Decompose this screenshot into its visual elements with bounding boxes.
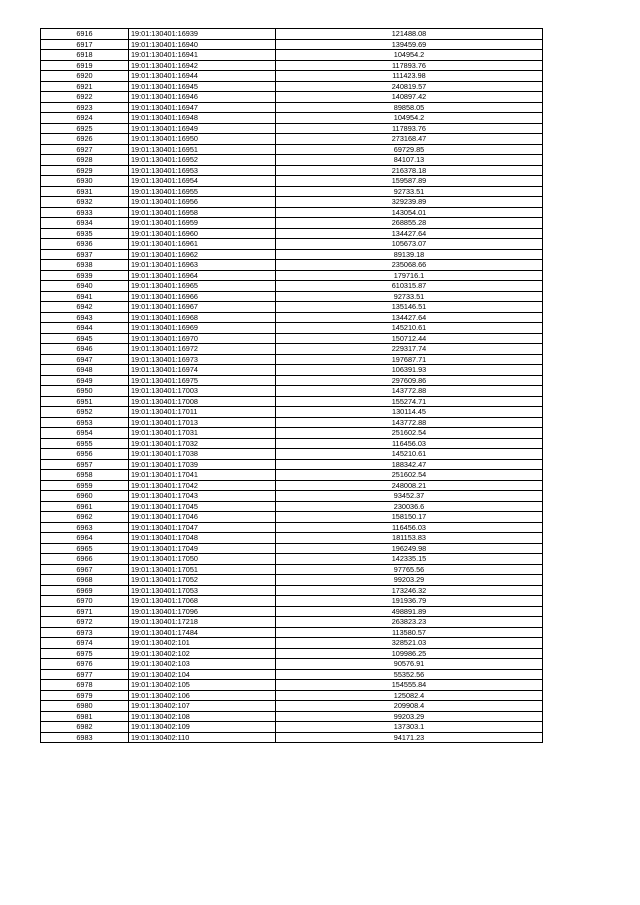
table-row (41, 669, 543, 680)
row-number-cell: 6941 (41, 291, 129, 302)
cadastral-value-cell: 92733.51 (276, 186, 543, 197)
cadastral-value-cell: 105673.07 (276, 239, 543, 250)
row-number-cell: 6929 (41, 165, 129, 176)
cadastral-value-cell: 104954.2 (276, 113, 543, 124)
cadastral-value-cell: 69729.85 (276, 144, 543, 155)
table-row (41, 648, 543, 659)
cadastral-number-cell: 19:01:130402:102 (129, 648, 276, 659)
table-row (41, 680, 543, 691)
table-row (41, 186, 543, 197)
row-number-cell: 6919 (41, 60, 129, 71)
cadastral-value-cell: 55352.56 (276, 669, 543, 680)
row-number-cell: 6978 (41, 680, 129, 691)
table-row (41, 533, 543, 544)
cadastral-number-cell: 19:01:130401:16939 (129, 29, 276, 40)
cadastral-value-cell: 251602.54 (276, 470, 543, 481)
row-number-cell: 6922 (41, 92, 129, 103)
table-row (41, 260, 543, 271)
cadastral-number-cell: 19:01:130401:16961 (129, 239, 276, 250)
table-row (41, 270, 543, 281)
cadastral-number-cell: 19:01:130401:16947 (129, 102, 276, 113)
cadastral-number-cell: 19:01:130402:104 (129, 669, 276, 680)
cadastral-value-cell: 134427.64 (276, 312, 543, 323)
row-number-cell: 6935 (41, 228, 129, 239)
cadastral-value-cell: 191936.79 (276, 596, 543, 607)
row-number-cell: 6923 (41, 102, 129, 113)
cadastral-value-cell: 158150.17 (276, 512, 543, 523)
cadastral-value-cell: 154555.84 (276, 680, 543, 691)
row-number-cell: 6957 (41, 459, 129, 470)
cadastral-value-cell: 230036.6 (276, 501, 543, 512)
cadastral-number-cell: 19:01:130402:103 (129, 659, 276, 670)
cadastral-number-cell: 19:01:130402:107 (129, 701, 276, 712)
table-row (41, 407, 543, 418)
table-row (41, 71, 543, 82)
table-row (41, 638, 543, 649)
table-body (41, 29, 543, 743)
cadastral-value-cell: 268855.28 (276, 218, 543, 229)
table-row (41, 249, 543, 260)
row-number-cell: 6951 (41, 396, 129, 407)
cadastral-number-cell: 19:01:130401:16966 (129, 291, 276, 302)
row-number-cell: 6945 (41, 333, 129, 344)
row-number-cell: 6974 (41, 638, 129, 649)
table-row (41, 732, 543, 743)
row-number-cell: 6960 (41, 491, 129, 502)
cadastral-number-cell: 19:01:130401:16945 (129, 81, 276, 92)
row-number-cell: 6956 (41, 449, 129, 460)
cadastral-number-cell: 19:01:130401:16964 (129, 270, 276, 281)
cadastral-value-cell: 179716.1 (276, 270, 543, 281)
cadastral-value-cell: 297609.86 (276, 375, 543, 386)
row-number-cell: 6938 (41, 260, 129, 271)
row-number-cell: 6968 (41, 575, 129, 586)
cadastral-value-cell: 328521.03 (276, 638, 543, 649)
row-number-cell: 6943 (41, 312, 129, 323)
cadastral-number-cell: 19:01:130401:17049 (129, 543, 276, 554)
cadastral-number-cell: 19:01:130401:17013 (129, 417, 276, 428)
cadastral-value-cell: 248008.21 (276, 480, 543, 491)
cadastral-value-cell: 143054.01 (276, 207, 543, 218)
cadastral-number-cell: 19:01:130401:17003 (129, 386, 276, 397)
table-row (41, 701, 543, 712)
cadastral-value-cell: 229317.74 (276, 344, 543, 355)
table-row (41, 134, 543, 145)
cadastral-number-cell: 19:01:130402:105 (129, 680, 276, 691)
table-row (41, 396, 543, 407)
row-number-cell: 6917 (41, 39, 129, 50)
cadastral-number-cell: 19:01:130401:16962 (129, 249, 276, 260)
table-row (41, 228, 543, 239)
cadastral-number-cell: 19:01:130401:16963 (129, 260, 276, 271)
cadastral-value-cell: 111423.98 (276, 71, 543, 82)
cadastral-number-cell: 19:01:130401:17051 (129, 564, 276, 575)
cadastral-number-cell: 19:01:130401:17218 (129, 617, 276, 628)
table-row (41, 155, 543, 166)
cadastral-value-cell: 188342.47 (276, 459, 543, 470)
cadastral-number-cell: 19:01:130402:101 (129, 638, 276, 649)
cadastral-value-cell: 116456.03 (276, 438, 543, 449)
cadastral-number-cell: 19:01:130401:17043 (129, 491, 276, 502)
table-row (41, 596, 543, 607)
cadastral-number-cell: 19:01:130401:16955 (129, 186, 276, 197)
cadastral-value-cell: 142335.15 (276, 554, 543, 565)
row-number-cell: 6942 (41, 302, 129, 313)
row-number-cell: 6948 (41, 365, 129, 376)
cadastral-number-cell: 19:01:130401:16972 (129, 344, 276, 355)
table-row (41, 417, 543, 428)
row-number-cell: 6964 (41, 533, 129, 544)
cadastral-value-cell: 89858.05 (276, 102, 543, 113)
cadastral-number-cell: 19:01:130401:17011 (129, 407, 276, 418)
table-row (41, 323, 543, 334)
row-number-cell: 6933 (41, 207, 129, 218)
cadastral-value-cell: 143772.88 (276, 417, 543, 428)
cadastral-number-cell: 19:01:130401:16952 (129, 155, 276, 166)
cadastral-value-cell: 240819.57 (276, 81, 543, 92)
row-number-cell: 6962 (41, 512, 129, 523)
table-row (41, 218, 543, 229)
table-row (41, 512, 543, 523)
cadastral-number-cell: 19:01:130401:17041 (129, 470, 276, 481)
table-row (41, 144, 543, 155)
cadastral-value-cell: 117893.76 (276, 60, 543, 71)
cadastral-number-cell: 19:01:130402:110 (129, 732, 276, 743)
cadastral-value-cell: 89139.18 (276, 249, 543, 260)
table-row (41, 470, 543, 481)
row-number-cell: 6963 (41, 522, 129, 533)
table-row (41, 659, 543, 670)
row-number-cell: 6934 (41, 218, 129, 229)
cadastral-value-table (40, 28, 543, 743)
cadastral-number-cell: 19:01:130401:17042 (129, 480, 276, 491)
table-row (41, 113, 543, 124)
row-number-cell: 6979 (41, 690, 129, 701)
table-row (41, 176, 543, 187)
cadastral-number-cell: 19:01:130401:16973 (129, 354, 276, 365)
cadastral-number-cell: 19:01:130401:17045 (129, 501, 276, 512)
row-number-cell: 6921 (41, 81, 129, 92)
row-number-cell: 6928 (41, 155, 129, 166)
table-row (41, 39, 543, 50)
cadastral-value-cell: 137303.1 (276, 722, 543, 733)
cadastral-value-cell: 610315.87 (276, 281, 543, 292)
row-number-cell: 6959 (41, 480, 129, 491)
cadastral-value-cell: 181153.83 (276, 533, 543, 544)
cadastral-value-cell: 99203.29 (276, 711, 543, 722)
table-row (41, 554, 543, 565)
table-row (41, 627, 543, 638)
row-number-cell: 6947 (41, 354, 129, 365)
row-number-cell: 6952 (41, 407, 129, 418)
table-row (41, 333, 543, 344)
cadastral-number-cell: 19:01:130401:17038 (129, 449, 276, 460)
table-row (41, 197, 543, 208)
table-row (41, 312, 543, 323)
cadastral-value-cell: 106391.93 (276, 365, 543, 376)
cadastral-value-cell: 130114.45 (276, 407, 543, 418)
row-number-cell: 6954 (41, 428, 129, 439)
cadastral-value-cell: 93452.37 (276, 491, 543, 502)
row-number-cell: 6973 (41, 627, 129, 638)
cadastral-number-cell: 19:01:130401:16946 (129, 92, 276, 103)
cadastral-number-cell: 19:01:130401:16956 (129, 197, 276, 208)
cadastral-number-cell: 19:01:130401:16960 (129, 228, 276, 239)
row-number-cell: 6932 (41, 197, 129, 208)
row-number-cell: 6982 (41, 722, 129, 733)
cadastral-value-cell: 109986.25 (276, 648, 543, 659)
row-number-cell: 6944 (41, 323, 129, 334)
cadastral-number-cell: 19:01:130401:16949 (129, 123, 276, 134)
cadastral-value-cell: 197687.71 (276, 354, 543, 365)
table-row (41, 102, 543, 113)
cadastral-value-cell: 139459.69 (276, 39, 543, 50)
table-row (41, 491, 543, 502)
row-number-cell: 6966 (41, 554, 129, 565)
cadastral-value-cell: 94171.23 (276, 732, 543, 743)
cadastral-value-cell: 134427.64 (276, 228, 543, 239)
cadastral-value-cell: 155274.71 (276, 396, 543, 407)
cadastral-number-cell: 19:01:130402:106 (129, 690, 276, 701)
row-number-cell: 6980 (41, 701, 129, 712)
row-number-cell: 6931 (41, 186, 129, 197)
cadastral-value-cell: 173246.32 (276, 585, 543, 596)
row-number-cell: 6961 (41, 501, 129, 512)
table-row (41, 690, 543, 701)
row-number-cell: 6976 (41, 659, 129, 670)
row-number-cell: 6970 (41, 596, 129, 607)
row-number-cell: 6926 (41, 134, 129, 145)
cadastral-value-cell: 143772.88 (276, 386, 543, 397)
table-row (41, 449, 543, 460)
table-row (41, 386, 543, 397)
table-row (41, 575, 543, 586)
table-row (41, 522, 543, 533)
cadastral-value-cell: 150712.44 (276, 333, 543, 344)
table-row (41, 585, 543, 596)
cadastral-value-cell: 104954.2 (276, 50, 543, 61)
cadastral-value-cell: 209908.4 (276, 701, 543, 712)
cadastral-value-cell: 145210.61 (276, 323, 543, 334)
cadastral-value-cell: 84107.13 (276, 155, 543, 166)
cadastral-value-cell: 498891.89 (276, 606, 543, 617)
cadastral-number-cell: 19:01:130401:17068 (129, 596, 276, 607)
cadastral-value-cell: 329239.89 (276, 197, 543, 208)
row-number-cell: 6972 (41, 617, 129, 628)
cadastral-number-cell: 19:01:130401:17008 (129, 396, 276, 407)
cadastral-number-cell: 19:01:130401:17484 (129, 627, 276, 638)
row-number-cell: 6936 (41, 239, 129, 250)
cadastral-number-cell: 19:01:130401:16950 (129, 134, 276, 145)
cadastral-value-cell: 99203.29 (276, 575, 543, 586)
table-row (41, 375, 543, 386)
cadastral-number-cell: 19:01:130401:16967 (129, 302, 276, 313)
table-row (41, 123, 543, 134)
table-row (41, 281, 543, 292)
cadastral-number-cell: 19:01:130401:16968 (129, 312, 276, 323)
cadastral-value-cell: 145210.61 (276, 449, 543, 460)
row-number-cell: 6946 (41, 344, 129, 355)
table-row (41, 354, 543, 365)
table-row (41, 60, 543, 71)
cadastral-number-cell: 19:01:130401:16958 (129, 207, 276, 218)
cadastral-number-cell: 19:01:130401:16970 (129, 333, 276, 344)
cadastral-value-cell: 196249.98 (276, 543, 543, 554)
row-number-cell: 6955 (41, 438, 129, 449)
table-row (41, 564, 543, 575)
cadastral-number-cell: 19:01:130401:16940 (129, 39, 276, 50)
cadastral-value-cell: 273168.47 (276, 134, 543, 145)
cadastral-number-cell: 19:01:130401:17053 (129, 585, 276, 596)
cadastral-number-cell: 19:01:130401:17096 (129, 606, 276, 617)
row-number-cell: 6971 (41, 606, 129, 617)
table-row (41, 81, 543, 92)
table-row (41, 722, 543, 733)
row-number-cell: 6949 (41, 375, 129, 386)
cadastral-number-cell: 19:01:130401:17052 (129, 575, 276, 586)
cadastral-number-cell: 19:01:130401:16965 (129, 281, 276, 292)
cadastral-number-cell: 19:01:130401:17046 (129, 512, 276, 523)
row-number-cell: 6965 (41, 543, 129, 554)
table-row (41, 438, 543, 449)
cadastral-number-cell: 19:01:130401:16944 (129, 71, 276, 82)
table-row (41, 50, 543, 61)
cadastral-value-cell: 125082.4 (276, 690, 543, 701)
row-number-cell: 6969 (41, 585, 129, 596)
table-row (41, 543, 543, 554)
cadastral-number-cell: 19:01:130401:16969 (129, 323, 276, 334)
cadastral-number-cell: 19:01:130401:16954 (129, 176, 276, 187)
cadastral-number-cell: 19:01:130402:109 (129, 722, 276, 733)
cadastral-number-cell: 19:01:130401:16953 (129, 165, 276, 176)
row-number-cell: 6977 (41, 669, 129, 680)
cadastral-value-cell: 117893.76 (276, 123, 543, 134)
row-number-cell: 6920 (41, 71, 129, 82)
row-number-cell: 6930 (41, 176, 129, 187)
table-row (41, 606, 543, 617)
cadastral-number-cell: 19:01:130402:108 (129, 711, 276, 722)
cadastral-value-cell: 121488.08 (276, 29, 543, 40)
row-number-cell: 6981 (41, 711, 129, 722)
table-row (41, 459, 543, 470)
cadastral-value-cell: 92733.51 (276, 291, 543, 302)
cadastral-value-cell: 263823.23 (276, 617, 543, 628)
cadastral-value-cell: 116456.03 (276, 522, 543, 533)
cadastral-value-cell: 140897.42 (276, 92, 543, 103)
cadastral-value-cell: 235068.66 (276, 260, 543, 271)
cadastral-value-cell: 251602.54 (276, 428, 543, 439)
row-number-cell: 6940 (41, 281, 129, 292)
table-row (41, 207, 543, 218)
row-number-cell: 6967 (41, 564, 129, 575)
table-row (41, 428, 543, 439)
cadastral-number-cell: 19:01:130401:16959 (129, 218, 276, 229)
cadastral-value-cell: 159587.89 (276, 176, 543, 187)
row-number-cell: 6958 (41, 470, 129, 481)
cadastral-number-cell: 19:01:130401:17047 (129, 522, 276, 533)
row-number-cell: 6983 (41, 732, 129, 743)
table-row (41, 291, 543, 302)
cadastral-number-cell: 19:01:130401:16975 (129, 375, 276, 386)
cadastral-number-cell: 19:01:130401:17048 (129, 533, 276, 544)
cadastral-number-cell: 19:01:130401:16951 (129, 144, 276, 155)
row-number-cell: 6937 (41, 249, 129, 260)
cadastral-number-cell: 19:01:130401:16974 (129, 365, 276, 376)
cadastral-number-cell: 19:01:130401:16941 (129, 50, 276, 61)
table-row (41, 92, 543, 103)
table-row (41, 501, 543, 512)
table-row (41, 29, 543, 40)
table-row (41, 344, 543, 355)
row-number-cell: 6925 (41, 123, 129, 134)
row-number-cell: 6918 (41, 50, 129, 61)
table-row (41, 617, 543, 628)
cadastral-value-cell: 216378.18 (276, 165, 543, 176)
row-number-cell: 6950 (41, 386, 129, 397)
row-number-cell: 6927 (41, 144, 129, 155)
row-number-cell: 6953 (41, 417, 129, 428)
table-row (41, 302, 543, 313)
cadastral-number-cell: 19:01:130401:16942 (129, 60, 276, 71)
row-number-cell: 6975 (41, 648, 129, 659)
cadastral-value-cell: 90576.91 (276, 659, 543, 670)
table-row (41, 165, 543, 176)
table-row (41, 365, 543, 376)
row-number-cell: 6924 (41, 113, 129, 124)
cadastral-value-cell: 113580.57 (276, 627, 543, 638)
cadastral-number-cell: 19:01:130401:17039 (129, 459, 276, 470)
cadastral-number-cell: 19:01:130401:17032 (129, 438, 276, 449)
cadastral-value-cell: 135146.51 (276, 302, 543, 313)
cadastral-value-cell: 97765.56 (276, 564, 543, 575)
cadastral-number-cell: 19:01:130401:16948 (129, 113, 276, 124)
row-number-cell: 6939 (41, 270, 129, 281)
table-row (41, 239, 543, 250)
table-row (41, 711, 543, 722)
cadastral-number-cell: 19:01:130401:17050 (129, 554, 276, 565)
cadastral-number-cell: 19:01:130401:17031 (129, 428, 276, 439)
row-number-cell: 6916 (41, 29, 129, 40)
table-row (41, 480, 543, 491)
